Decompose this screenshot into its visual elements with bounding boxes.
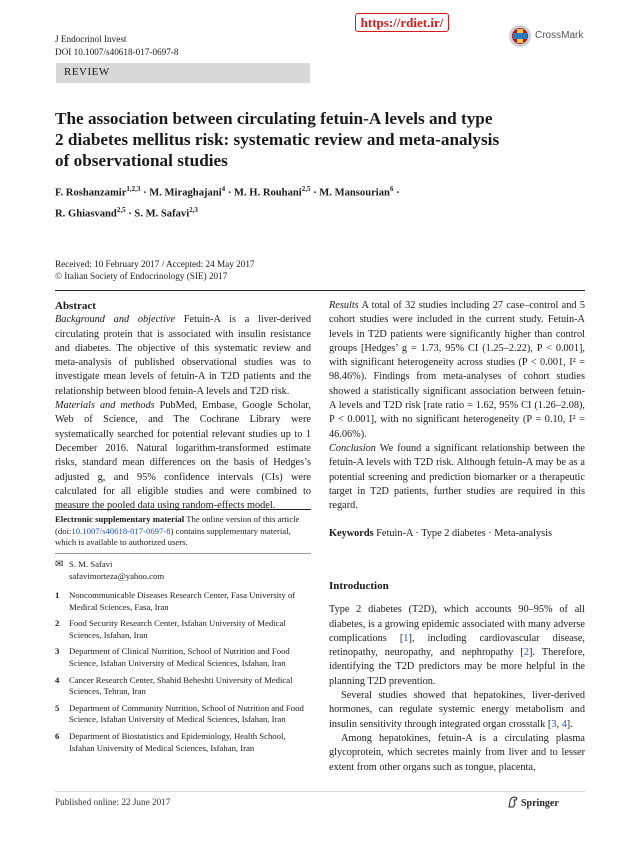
- author-affiliation: 4: [221, 185, 226, 193]
- article-dates: [55, 258, 355, 282]
- author-name[interactable]: M. H. Rouhani: [234, 187, 302, 199]
- correspondence-email[interactable]: safavimorteza@yahoo.com: [69, 570, 165, 581]
- publisher-name: Springer: [521, 798, 559, 809]
- author-name[interactable]: M. Miraghajani: [149, 187, 222, 199]
- title-line: 2 diabetes mellitus risk: systematic review and meta-analysis: [55, 130, 500, 149]
- background-label: Background and objective: [55, 314, 176, 326]
- correspondence-name: S. M. Safavi: [69, 559, 113, 569]
- affiliation-number: 5: [55, 702, 60, 713]
- published-date: Published online: 22 June 2017: [55, 797, 171, 807]
- author-affiliation: 2,3: [189, 205, 198, 214]
- supplementary-text: The online version of this article (doi:: [55, 514, 300, 536]
- received-date: Received: 10 February 2017 / Accepted: 24 May 2017: [55, 259, 255, 269]
- author-affiliation: 1,2,3: [126, 185, 141, 193]
- affiliation-text: Department of Clinical Nutrition, School of Nutrition and Food Science, Isfahan University of Medical Sciences, Isfahan, Iran: [69, 646, 290, 668]
- section-label: REVIEW: [64, 66, 110, 78]
- affiliation-item: [55, 618, 311, 641]
- title-line: of observational studies: [55, 151, 228, 170]
- affiliation-number: 6: [55, 730, 60, 741]
- keywords: [329, 527, 585, 541]
- supplementary-doi-link[interactable]: 10.1007/s40618-017-0697-8: [71, 525, 171, 536]
- crossmark-badge[interactable]: [508, 24, 598, 48]
- introduction-section: [329, 579, 585, 775]
- crossmark-label: CrossMark: [535, 30, 584, 41]
- intro-text: Type 2 diabetes (T2D), which accounts 90–95% of all diabetes, is a growing epidemic associated with many adverse complications [: [329, 604, 585, 644]
- supplementary-note: [55, 514, 311, 549]
- affiliation-text: Noncommunicable Diseases Research Center, Fasa University of Medical Sciences, Fasa, Iran: [69, 590, 296, 612]
- watermark-url[interactable]: https://rdiet.ir/: [355, 13, 449, 32]
- affiliation-number: 2: [55, 618, 60, 629]
- intro-paragraph: Among hepatokines, fetuin-A is a circulating plasma glycoprotein, which secretes mainly from liver and to lesser extent from other organs such as tongue, placenta,: [329, 732, 585, 773]
- publisher-logo: [507, 796, 559, 809]
- author-affiliation: 6: [389, 185, 394, 193]
- abstract-right: [329, 299, 585, 542]
- keywords-text: Fetuin-A · Type 2 diabetes · Meta-analysis: [376, 528, 553, 540]
- results-label: Results: [329, 300, 359, 311]
- author-affiliation: 2,5: [301, 185, 311, 193]
- abstract-results: [329, 299, 585, 442]
- divider: [55, 509, 311, 510]
- crossmark-icon: [508, 24, 532, 48]
- divider: [55, 290, 585, 291]
- journal-name: J Endocrinol Invest: [55, 34, 127, 44]
- affiliation-item: [55, 590, 311, 613]
- intro-text: ,: [556, 718, 562, 730]
- affiliation-item: [55, 703, 311, 726]
- author-name[interactable]: F. Roshanzamir: [55, 187, 127, 199]
- affiliation-number: 1: [55, 590, 60, 600]
- intro-paragraph: [329, 689, 585, 732]
- article-title: [55, 108, 525, 171]
- abstract-heading: Abstract: [55, 300, 96, 312]
- methods-label: Materials and methods: [55, 400, 155, 412]
- intro-paragraph: [329, 603, 585, 689]
- affiliation-list: [55, 590, 311, 759]
- affiliation-text: Department of Biostatistics and Epidemiology, Health School, Isfahan University of Medical Sciences, Isfahan, Iran: [69, 730, 286, 753]
- correspondence: [55, 559, 311, 582]
- reference-link[interactable]: 3: [551, 718, 557, 730]
- reference-link[interactable]: 4: [561, 718, 567, 730]
- introduction-heading: Introduction: [329, 580, 389, 592]
- conclusion-text: We found a significant relationship between the fetuin-A levels with T2D risk. Although fetuin-A may be as a potential screening and prediction biomarker or a therapeutic target in T2D patients, further studies are required in this regard.: [329, 442, 586, 512]
- abstract-conclusion: [329, 442, 585, 513]
- affiliation-text: Cancer Research Center, Shahid Beheshti University of Medical Sciences, Tehran, Iran: [69, 674, 293, 697]
- author-name[interactable]: R. Ghiasvand: [55, 208, 117, 220]
- conclusion-label: Conclusion: [329, 442, 376, 454]
- methods-text: PubMed, Embase, Google Scholar, Web of Science, and The Cochrane Library were systematically searched for potential relevant studies up to 1 December 2016. Natural logarithm-transformed estimate risks, standard mean differences on the basis of Hedges’s adjusted g, and 95% confidence intervals (CIs) were calculated for all eligible studies and were combined to measure the pooled data using random-effects model.: [55, 400, 311, 512]
- reference-link[interactable]: 2: [523, 647, 529, 659]
- author-name[interactable]: M. Mansourian: [319, 187, 390, 199]
- copyright-notice: © Italian Society of Endocrinology (SIE) 2017: [55, 271, 228, 281]
- affiliation-number: 4: [55, 674, 60, 685]
- intro-text: ]. Therefore, identifying the T2D predictors may be more helpful in the planning T2D prevention.: [329, 647, 585, 687]
- author-affiliation: 2,5: [116, 205, 126, 214]
- intro-text: Several studies showed that hepatokines, liver-derived hormones, can regulate systemic energy metabolism and insulin sensitivity through integrated organ crosstalk [: [329, 690, 585, 730]
- reference-link[interactable]: 1: [403, 632, 409, 644]
- title-line: The association between circulating fetuin-A levels and type: [55, 109, 493, 128]
- section-label-bar: [56, 63, 310, 83]
- article-doi: DOI 10.1007/s40618-017-0697-8: [55, 47, 179, 57]
- author-name[interactable]: S. M. Safavi: [134, 208, 190, 220]
- envelope-icon: ✉: [55, 559, 64, 570]
- affiliation-item: [55, 646, 311, 669]
- author-list: F. Roshanzamir$^{1,2,3}$ · M. Miraghajani$^4$ · M. H. Rouhani$^{2,5}$ · M. Mansourian$^6$ · R. Ghiasvand$^{2,5}$ · S. M. Safavi$^{2,3}$: [55, 185, 400, 220]
- keywords-label: Keywords: [329, 528, 374, 540]
- intro-text: ].: [566, 718, 573, 730]
- intro-text: ], including cardiovascular disease, retinopathy, neuropathy, and nephropathy [: [329, 632, 585, 659]
- supplementary-label: Electronic supplementary material: [55, 514, 185, 524]
- affiliation-text: Food Security Research Center, Isfahan University of Medical Sciences, Isfahan, Iran: [69, 618, 286, 640]
- affiliation-text: Department of Community Nutrition, School of Nutrition and Food Science, Isfahan University of Medical Sciences, Isfahan, Iran: [69, 702, 304, 725]
- abstract-background: [55, 313, 311, 399]
- divider: [55, 553, 311, 554]
- background-text: Fetuin-A is a liver-derived circulating protein that is associated with insulin resistance and diabetes. The objective of this systematic review and meta-analysis of published observational studies was to investigate mean levels of fetuin-A in T2D patients and the relationship between blood fetuin-A levels and T2D risk.: [55, 314, 312, 397]
- results-text: A total of 32 studies including 27 case–control and 5 cohort studies were included in the current study. Fetuin-A levels in T2D patients were significantly higher than control groups [Hedges’ g = 1.73, 95% CI (1.25–2.22), P < 0.001], with significant heterogeneity across studies (P < 0.001, I² = 98.46%). Findings from meta-analyses of cohort studies showed a statistically significant association between fetuin-A levels and T2D risk [rate ratio = 1.62, 95% CI (1.26–2.08), P < 0.001], with no significant heterogeneity (P = 0.10, I² = 46.06%).: [329, 300, 585, 440]
- affiliation-number: 3: [55, 646, 60, 657]
- affiliation-item: [55, 731, 311, 754]
- affiliation-item: [55, 675, 311, 698]
- footer-divider: [55, 791, 585, 792]
- supplementary-text: ) contains supplementary material, which is available to authorized users.: [55, 525, 291, 548]
- springer-horse-icon: [507, 796, 519, 808]
